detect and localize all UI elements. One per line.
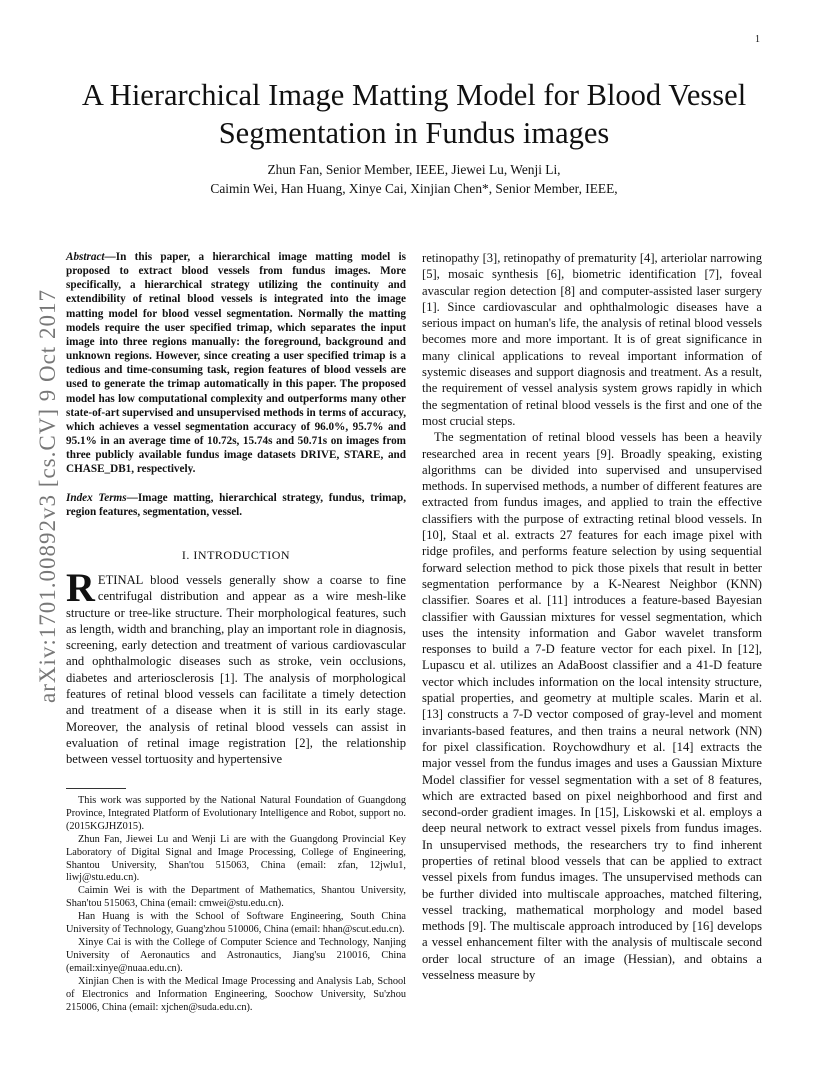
index-terms-label: Index Terms [66, 492, 127, 504]
intro-paragraph: ETINAL blood vessels generally show a coarse to fine centrifugal distribution and appear as a wire mesh-like structure or tree-like structure. Their morphological features, such as length, width and branching, play an important role in diagnosis, screening, early detection and treatment of various cardiovascular and ophthalmologic diseases such as stroke, vein occlusions, diabetes and arteriosclerosis [1]. The analysis of morphological features of retinal blood vessels can facilitate a timely detection and treatment of a disease when it is still in its early stage. Moreover, the analysis of retinal blood vessels can assist in evaluation of retinal image registration [2], the relationship between vessel tortuosity and hypertensive [66, 573, 406, 767]
footnote: Xinjian Chen is with the Medical Image Processing and Analysis Lab, School of Electronics and Information Engineering, Soochow University, Su'zhou 215006, China (email: xjchen@suda.edu.cn). [66, 975, 406, 1013]
footnote: Xinye Cai is with the College of Computer Science and Technology, Nanjing University of Aeronautics and Astronautics, Jiang'su 210016, China (email:xinye@nuaa.edu.cn). [66, 936, 406, 974]
arxiv-identifier: arXiv:1701.00892v3 [cs.CV] 9 Oct 2017 [35, 289, 60, 703]
abstract-label: Abstract [66, 251, 105, 263]
footnotes [66, 795, 406, 1014]
author-block [60, 160, 768, 198]
introduction-text [66, 565, 406, 768]
index-terms-text: —Image matting, hierarchical strategy, fundus, trimap, region features, segmentation, vessel. [66, 492, 406, 519]
footnote: Han Huang is with the School of Software Engineering, South China University of Technology, Guang'zhou 510006, China (email: hhan@scut.edu.cn). [66, 911, 406, 936]
footnote: Zhun Fan, Jiewei Lu and Wenji Li are with the Guangdong Provincial Key Laboratory of Digital Signal and Image Processing, College of Engineering, Shantou University, Shan'tou 515063, China (email: zfan, 12jwlu1, liwj@stu.edu.cn). [66, 833, 406, 884]
index-terms [66, 491, 406, 519]
page-number: 1 [755, 34, 760, 45]
drop-cap: R [66, 565, 95, 610]
section-heading-introduction: I. INTRODUCTION [181, 548, 291, 562]
authors-line-2: Caimin Wei, Han Huang, Xinye Cai, Xinjian Chen*, Senior Member, IEEE, [210, 181, 618, 196]
footnote: This work was supported by the National Natural Foundation of Guangdong Province, Integrated Platform of Evolutionary Intelligence and Robot, support no.(2015KGJHZ015). [66, 795, 406, 832]
abstract-text: —In this paper, a hierarchical image matting model is proposed to extract blood vessels from fundus images. More specifically, a hierarchical strategy utilizing the continuity and extendibility of retinal blood vessels is integrated into the image matting model for blood vessel segmentation. Normally the matting models require the user specified trimap, which separates the input image into three regions manually: the foreground, background and unknown regions. However, since creating a user specified trimap is a tedious and time-consuming task, region features of blood vessels are used to generate the trimap automatically in this paper. The proposed model has low computational complexity and outperforms many other state-of-art supervised and unsupervised methods in terms of accuracy, which achieves a vessel segmentation accuracy of 96.0%, 95.7% and 95.1% in an average time of 10.72s, 15.74s and 50.71s on images from three publicly available fundus image datasets DRIVE, STARE, and CHASE_DB1, respectively. [66, 251, 406, 476]
body-paragraph: The segmentation of retinal blood vessels has been a heavily researched area in recent years [9]. Broadly speaking, existing algorithms can be divided into supervised and unsupervised methods. In supervised methods, a number of different features are extracted from fundus images, and applied to train the effective classifiers with the purpose of extracting retinal blood vessels. In [10], Staal et al. extracts 27 features for each image pixel with ridge profiles, and performs feature selection by using sequential forward selection method to pick those pixels that result in better segmentation performance by a K-Nearest Neighbor (KNN) classifier. Soares et al. [11] introduces a feature-based Bayesian classifier with Gaussian mixtures for vessel segmentation, which uses the intensity information and Gabor wavelet transform responses to build a 7-D feature vector for each pixel. In [12], Lupascu et al. utilizes an AdaBoost classifier and a 41-D feature vector which includes information on the local intensity structure, spatial properties, and geometry at multiple scales. Marin et al. [13] constructs a 7-D vector composed of gray-level and moment invariants-based features, and then trains a neural network (NN) for pixel classification. Roychowdhury et al. [14] extracts the major vessel from the fundus images and uses a Gaussian Mixture Model classifier for vessel segmentation with a set of 8 features, which are extracted based on pixel neighborhood and first and second-order gradient images. In [15], Liskowski et al. employs a deep neural network to extract vessel pixels from fundus images. In unsupervised methods, the researchers try to find inherent properties of retinal blood vessels that can be applied to extract vessel pixels from fundus images. The unsupervised methods can be further divided into multiscale approaches, matched filtering, vessel tracking, mathematical morphology and model based methods [9]. The multiscale approach introduced by [16] develops a vessel enhancement filter with the analysis of multiscale second order local structure of an image (Hessian), and obtains a vesselness measure by [422, 430, 762, 983]
authors-line-1: Zhun Fan, Senior Member, IEEE, Jiewei Lu, Wenji Li, [267, 162, 561, 177]
abstract [66, 250, 406, 477]
footnote-divider [66, 788, 126, 789]
footnote: Caimin Wei is with the Department of Mathematics, Shantou University, Shan'tou 515063, China (email: cmwei@stu.edu.cn). [66, 885, 406, 910]
body-paragraph: retinopathy [3], retinopathy of prematurity [4], arteriolar narrowing [5], mosaic synthesis [6], biometric identification [7], foveal avascular region detection [8] and computer-assisted laser surgery [1]. Since cardiovascular and ophthalmologic diseases have a serious impact on human's life, the analysis of retinal blood vessels becomes more and more important. It is of great significance in many clinical applications to reveal important information of systemic diseases and support diagnosis and treatment. As a result, the requirement of vessel analysis system grows rapidly in which the segmentation of retinal blood vessels is the first and one of the most crucial steps. [422, 251, 762, 428]
right-column-text [422, 250, 762, 983]
paper-title: A Hierarchical Image Matting Model for Blood Vessel Segmentation in Fundus images [81, 78, 747, 150]
